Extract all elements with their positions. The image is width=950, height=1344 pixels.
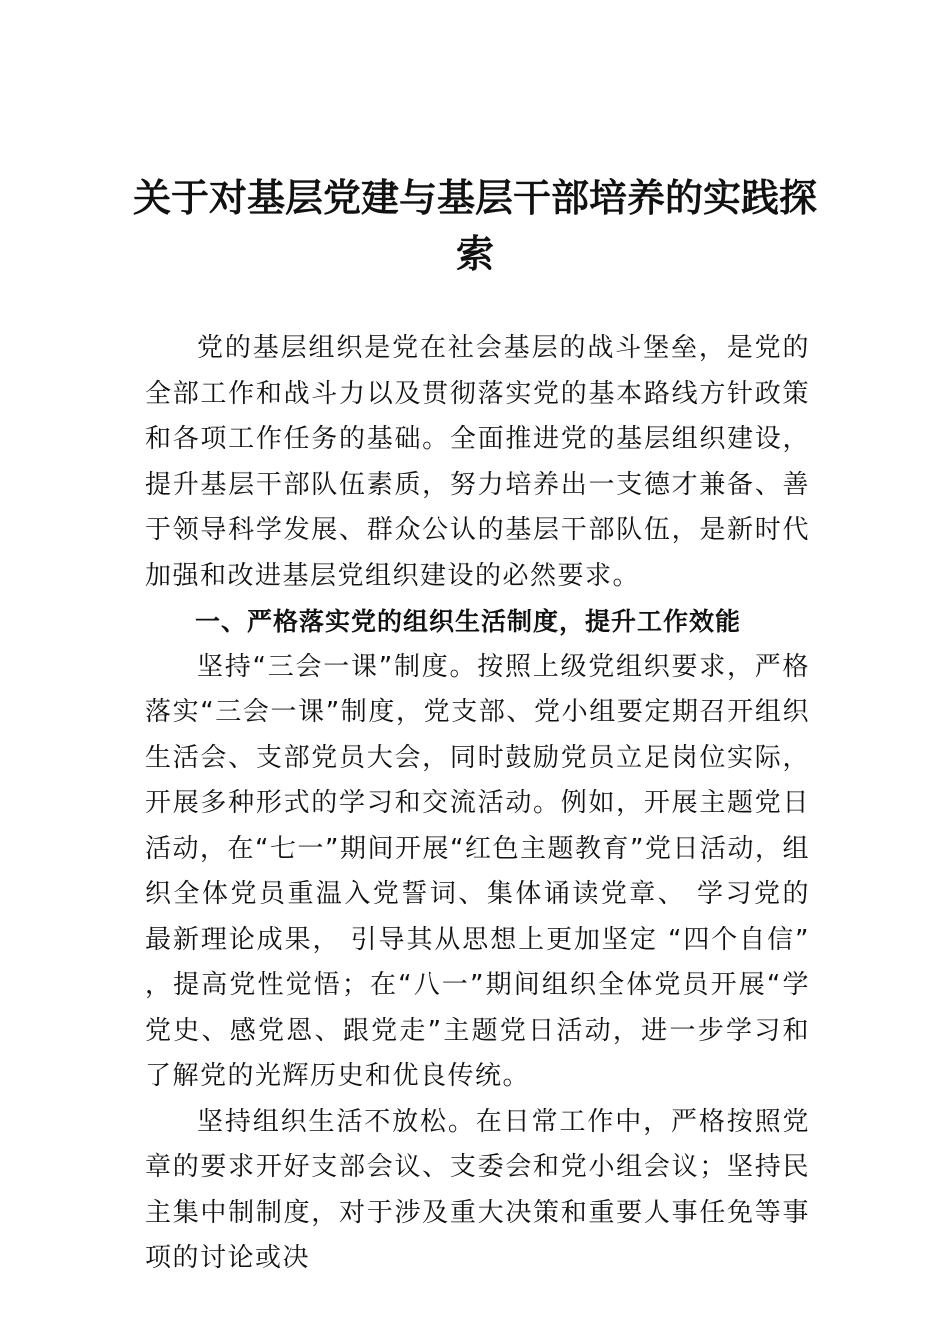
section-1-paragraph-1: 坚持“三会一课”制度。按照上级党组织要求，严格落实“三会一课”制度，党支部、党小组要定期召开组织生活会、支部党员大会，同时鼓励党员立足岗位实际，开展多种形式的学习和交流活动。例如，开展主题党日活动，在“七一”期间开展“红色主题教育”党日活动，组织全体党员重温入党誓词、集体诵读党章、 学习党的最新理论成果， 引导其从思想上更加坚定 “四个自信” ，提高党性觉悟；在“八一”期间组织全体党员开展“学党史、感党恩、跟党走”主题党日活动，进一步学习和了解党的光辉历史和优良传统。 (145, 651, 810, 1091)
document-title: 关于对基层党建与基层干部培养的实践探索 (132, 175, 817, 276)
intro-paragraph: 党的基层组织是党在社会基层的战斗堡垒，是党的全部工作和战斗力以及贯彻落实党的基本路线方针政策和各项工作任务的基础。全面推进党的基层组织建设，提升基层干部队伍素质，努力培养出一支德才兼备、善于领导科学发展、群众公认的基层干部队伍，是新时代加强和改进基层党组织建设的必然要求。 (145, 333, 810, 591)
section-1-paragraph-2: 坚持组织生活不放松。在日常工作中，严格按照党章的要求开好支部会议、支委会和党小组会议；坚持民主集中制制度，对于涉及重大决策和重要人事任免等事项的讨论或决 (145, 1106, 810, 1273)
document-body (145, 326, 810, 1282)
section-heading-1: 一、严格落实党的组织生活制度，提升工作效能 (195, 607, 742, 636)
